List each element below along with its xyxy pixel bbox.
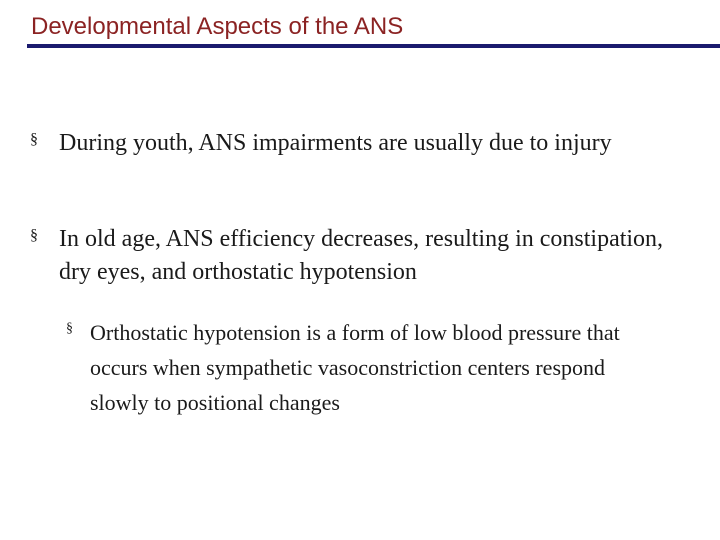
- sub-bullet-item-orthostatic: [66, 315, 666, 420]
- sub-bullet-text: Orthostatic hypotension is a form of low blood pressure that occurs when sympathetic vasoconstriction centers respond slowly to positional changes: [90, 320, 620, 415]
- title-divider: [27, 44, 720, 48]
- bullet-item-youth: [30, 127, 690, 160]
- square-bullet-icon: §: [30, 131, 38, 148]
- bullet-item-old-age: [30, 223, 690, 289]
- square-bullet-icon: §: [66, 321, 73, 336]
- bullet-text: In old age, ANS efficiency decreases, resulting in constipation, dry eyes, and orthostatic hypotension: [59, 226, 664, 285]
- square-bullet-icon: §: [30, 227, 38, 244]
- slide-title: Developmental Aspects of the ANS: [31, 13, 404, 40]
- bullet-text: During youth, ANS impairments are usually due to injury: [59, 130, 612, 156]
